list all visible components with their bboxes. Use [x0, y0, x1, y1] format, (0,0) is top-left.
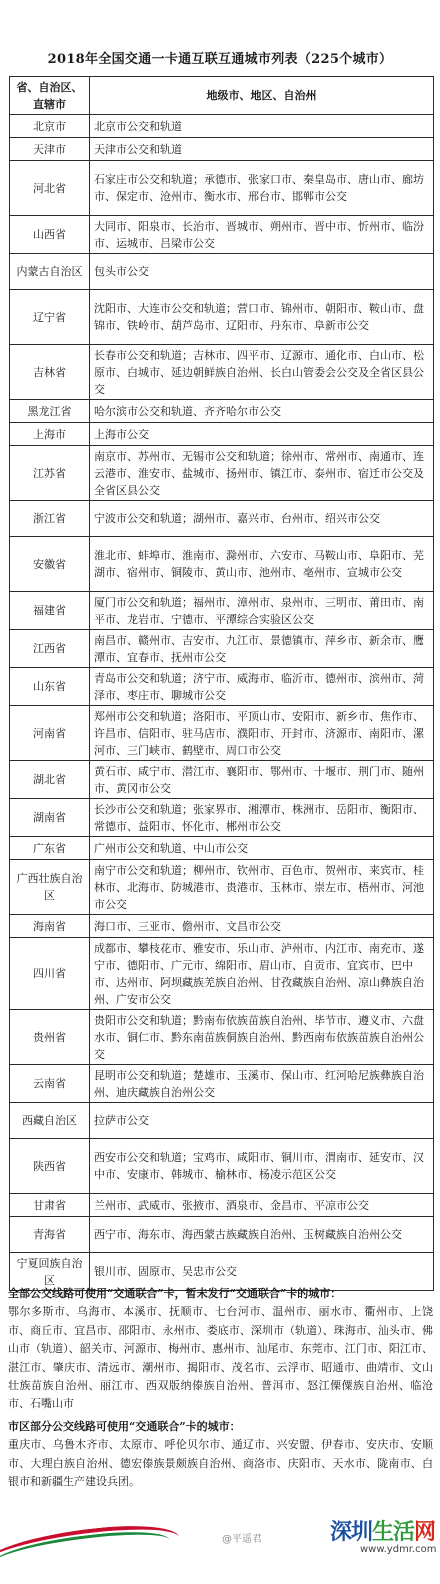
province-cell: 北京市: [10, 115, 90, 138]
notes-section: [8, 1281, 433, 1491]
cities-cell: 南京市、苏州市、无锡市公交和轨道；徐州市、常州市、南通市、连云港市、淮安市、盐城市、扬州市、镇江市、泰州市、宿迁市公交及全省区县公交: [90, 446, 434, 501]
table-row: [10, 915, 434, 938]
province-cell: 湖北省: [10, 761, 90, 799]
logo-part-2: 生活: [372, 1520, 415, 1545]
table-row: [10, 1010, 434, 1065]
table-row: [10, 1103, 434, 1139]
province-cell: 河北省: [10, 161, 90, 216]
province-cell: 上海市: [10, 423, 90, 446]
cities-cell: 黄石市、咸宁市、潜江市、襄阳市、鄂州市、十堰市、荆门市、随州市、黄冈市公交: [90, 761, 434, 799]
province-cell: 福建省: [10, 592, 90, 630]
province-cell: 西藏自治区: [10, 1103, 90, 1139]
cities-cell: 哈尔滨市公交和轨道、齐齐哈尔市公交: [90, 400, 434, 423]
province-cell: 广东省: [10, 837, 90, 860]
table-row: [10, 592, 434, 630]
table-row: [10, 537, 434, 592]
province-cell: 山东省: [10, 668, 90, 706]
table-row: [10, 1194, 434, 1217]
cities-cell: 青岛市公交和轨道；济宁市、威海市、临沂市、德州市、滨州市、菏泽市、枣庄市、聊城市公交: [90, 668, 434, 706]
site-logo: [330, 1515, 435, 1546]
cities-cell: 南昌市、赣州市、吉安市、九江市、景德镇市、萍乡市、新余市、鹰潭市、宜春市、抚州市公交: [90, 630, 434, 668]
province-cell: 黑龙江省: [10, 400, 90, 423]
province-cell: 山西省: [10, 216, 90, 254]
table-row: [10, 837, 434, 860]
footer: [0, 1508, 440, 1562]
cities-cell: 石家庄市公交和轨道；承德市、张家口市、秦皇岛市、唐山市、廊坊市、保定市、沧州市、衡水市、邢台市、邯郸市公交: [90, 161, 434, 216]
site-url: www.ydmr.com: [360, 1544, 437, 1555]
cities-cell: 包头市公交: [90, 254, 434, 290]
province-cell: 吉林省: [10, 345, 90, 400]
province-cell: 陕西省: [10, 1139, 90, 1194]
cities-cell: 成都市、攀枝花市、雅安市、乐山市、泸州市、内江市、南充市、遂宁市、德阳市、广元市、绵阳市、眉山市、自贡市、宜宾市、巴中市、达州市、阿坝藏族羌族自治州、甘孜藏族自治州、凉山彝族自治州、广安市公交: [90, 938, 434, 1010]
table-row: [10, 706, 434, 761]
cities-cell: 银川市、固原市、吴忠市公交: [90, 1253, 434, 1291]
cities-cell: 拉萨市公交: [90, 1103, 434, 1139]
province-cell: 广西壮族自治区: [10, 860, 90, 915]
table-row: [10, 254, 434, 290]
province-cell: 四川省: [10, 938, 90, 1010]
cities-cell: 南宁市公交和轨道；柳州市、钦州市、百色市、贺州市、来宾市、桂林市、北海市、防城港市、贵港市、玉林市、崇左市、梧州市、河池市公交: [90, 860, 434, 915]
cities-cell: 昆明市公交和轨道；楚雄市、玉溪市、保山市、红河哈尼族彝族自治州、迪庆藏族自治州公交: [90, 1065, 434, 1103]
note-body-2: 重庆市、乌鲁木齐市、太原市、呼伦贝尔市、通辽市、兴安盟、伊春市、安庆市、安顺市、大理白族自治州、德宏傣族景颇族自治州、商洛市、庆阳市、天水市、陇南市、白银市和新疆生产建设兵团。: [8, 1438, 433, 1489]
table-row: [10, 761, 434, 799]
table-row: [10, 345, 434, 400]
table-row: [10, 668, 434, 706]
province-cell: 江苏省: [10, 446, 90, 501]
cities-cell: 淮北市、蚌埠市、淮南市、滁州市、六安市、马鞍山市、阜阳市、芜湖市、宿州市、铜陵市、黄山市、池州市、亳州市、宣城市公交: [90, 537, 434, 592]
province-cell: 云南省: [10, 1065, 90, 1103]
logo-part-3: 网: [414, 1520, 436, 1545]
province-cell: 青海省: [10, 1217, 90, 1253]
logo-part-1: 深圳: [330, 1520, 373, 1545]
cities-cell: 厦门市公交和轨道；福州市、漳州市、泉州市、三明市、莆田市、南平市、龙岩市、宁德市、平潭综合实验区公交: [90, 592, 434, 630]
cities-cell: 西安市公交和轨道；宝鸡市、咸阳市、铜川市、渭南市、延安市、汉中市、安康市、韩城市、榆林市、杨凌示范区公交: [90, 1139, 434, 1194]
province-cell: 湖南省: [10, 799, 90, 837]
table-row: [10, 630, 434, 668]
table-row: [10, 400, 434, 423]
cities-cell: 广州市公交和轨道、中山市公交: [90, 837, 434, 860]
cities-cell: 长沙市公交和轨道；张家界市、湘潭市、株洲市、岳阳市、衡阳市、常德市、益阳市、怀化市、郴州市公交: [90, 799, 434, 837]
province-cell: 宁夏回族自治区: [10, 1253, 90, 1291]
note-heading-2: 市区部分公交线路可使用“交通联合”卡的城市：: [8, 1419, 241, 1433]
province-cell: 河南省: [10, 706, 90, 761]
page-title: 2018年全国交通一卡通互联互通城市列表（225个城市）: [47, 52, 393, 67]
cities-cell: 兰州市、武威市、张掖市、酒泉市、金昌市、平凉市公交: [90, 1194, 434, 1217]
table-row: [10, 1139, 434, 1194]
table-row: [10, 423, 434, 446]
cities-cell: 沈阳市、大连市公交和轨道；营口市、锦州市、朝阳市、鞍山市、盘锦市、铁岭市、葫芦岛市、辽阳市、丹东市、阜新市公交: [90, 290, 434, 345]
province-cell: 天津市: [10, 138, 90, 161]
table-row: [10, 1217, 434, 1253]
table-row: [10, 115, 434, 138]
table-row: [10, 290, 434, 345]
note-heading-1: 全部公交线路可使用“交通联合”卡，暂未发行“交通联合”卡的城市：: [8, 1287, 342, 1300]
cities-cell: 上海市公交: [90, 423, 434, 446]
table-row: [10, 138, 434, 161]
note-body-1: 鄂尔多斯市、乌海市、本溪市、抚顺市、七台河市、温州市、丽水市、衢州市、上饶市、商丘市、宜昌市、邵阳市、永州市、娄底市、深圳市（轨道）、珠海市、汕头市、佛山市（轨道）、韶关市、河源市、梅州市、惠州市、汕尾市、东莞市、江门市、阳江市、湛江市、肇庆市、清远市、潮州市、揭阳市、茂名市、云浮市、昭通市、曲靖市、文山壮族苗族自治州、丽江市、西双版纳傣族自治州、普洱市、怒江傈僳族自治州、临沧市、石嘴山市: [8, 1305, 433, 1411]
province-cell: 贵州省: [10, 1010, 90, 1065]
header-cities: 地级市、地区、自治州: [90, 77, 434, 115]
province-cell: 内蒙古自治区: [10, 254, 90, 290]
cities-cell: 北京市公交和轨道: [90, 115, 434, 138]
cities-cell: 海口市、三亚市、儋州市、文昌市公交: [90, 915, 434, 938]
table-row: [10, 446, 434, 501]
cities-cell: 西宁市、海东市、海西蒙古族藏族自治州、玉树藏族自治州公交: [90, 1217, 434, 1253]
table-row: [10, 216, 434, 254]
cities-cell: 贵阳市公交和轨道；黔南布依族苗族自治州、毕节市、遵义市、六盘水市、铜仁市、黔东南苗族侗族自治州、黔西南布依族苗族自治州公交: [90, 1010, 434, 1065]
cities-cell: 宁波市公交和轨道；湖州市、嘉兴市、台州市、绍兴市公交: [90, 501, 434, 537]
province-cell: 浙江省: [10, 501, 90, 537]
province-cell: 海南省: [10, 915, 90, 938]
table-row: [10, 1065, 434, 1103]
province-cell: 江西省: [10, 630, 90, 668]
cities-cell: 郑州市公交和轨道；洛阳市、平顶山市、安阳市、新乡市、焦作市、许昌市、信阳市、驻马店市、濮阳市、开封市、济源市、南阳市、漯河市、三门峡市、鹤壁市、周口市公交: [90, 706, 434, 761]
table-row: [10, 161, 434, 216]
city-table: [9, 76, 434, 1291]
table-row: [10, 938, 434, 1010]
cities-cell: 大同市、阳泉市、长治市、晋城市、朔州市、晋中市、忻州市、临汾市、运城市、吕梁市公交: [90, 216, 434, 254]
table-row: [10, 860, 434, 915]
header-province: 省、自治区、直辖市: [10, 77, 90, 115]
cities-cell: 长春市公交和轨道；吉林市、四平市、辽源市、通化市、白山市、松原市、白城市、延边朝鲜族自治州、长白山管委会公交及全省区县公交: [90, 345, 434, 400]
table-row: [10, 501, 434, 537]
watermark-text: @平遥君: [222, 1534, 262, 1545]
province-cell: 甘肃省: [10, 1194, 90, 1217]
province-cell: 辽宁省: [10, 290, 90, 345]
province-cell: 安徽省: [10, 537, 90, 592]
cities-cell: 天津市公交和轨道: [90, 138, 434, 161]
table-row: [10, 799, 434, 837]
